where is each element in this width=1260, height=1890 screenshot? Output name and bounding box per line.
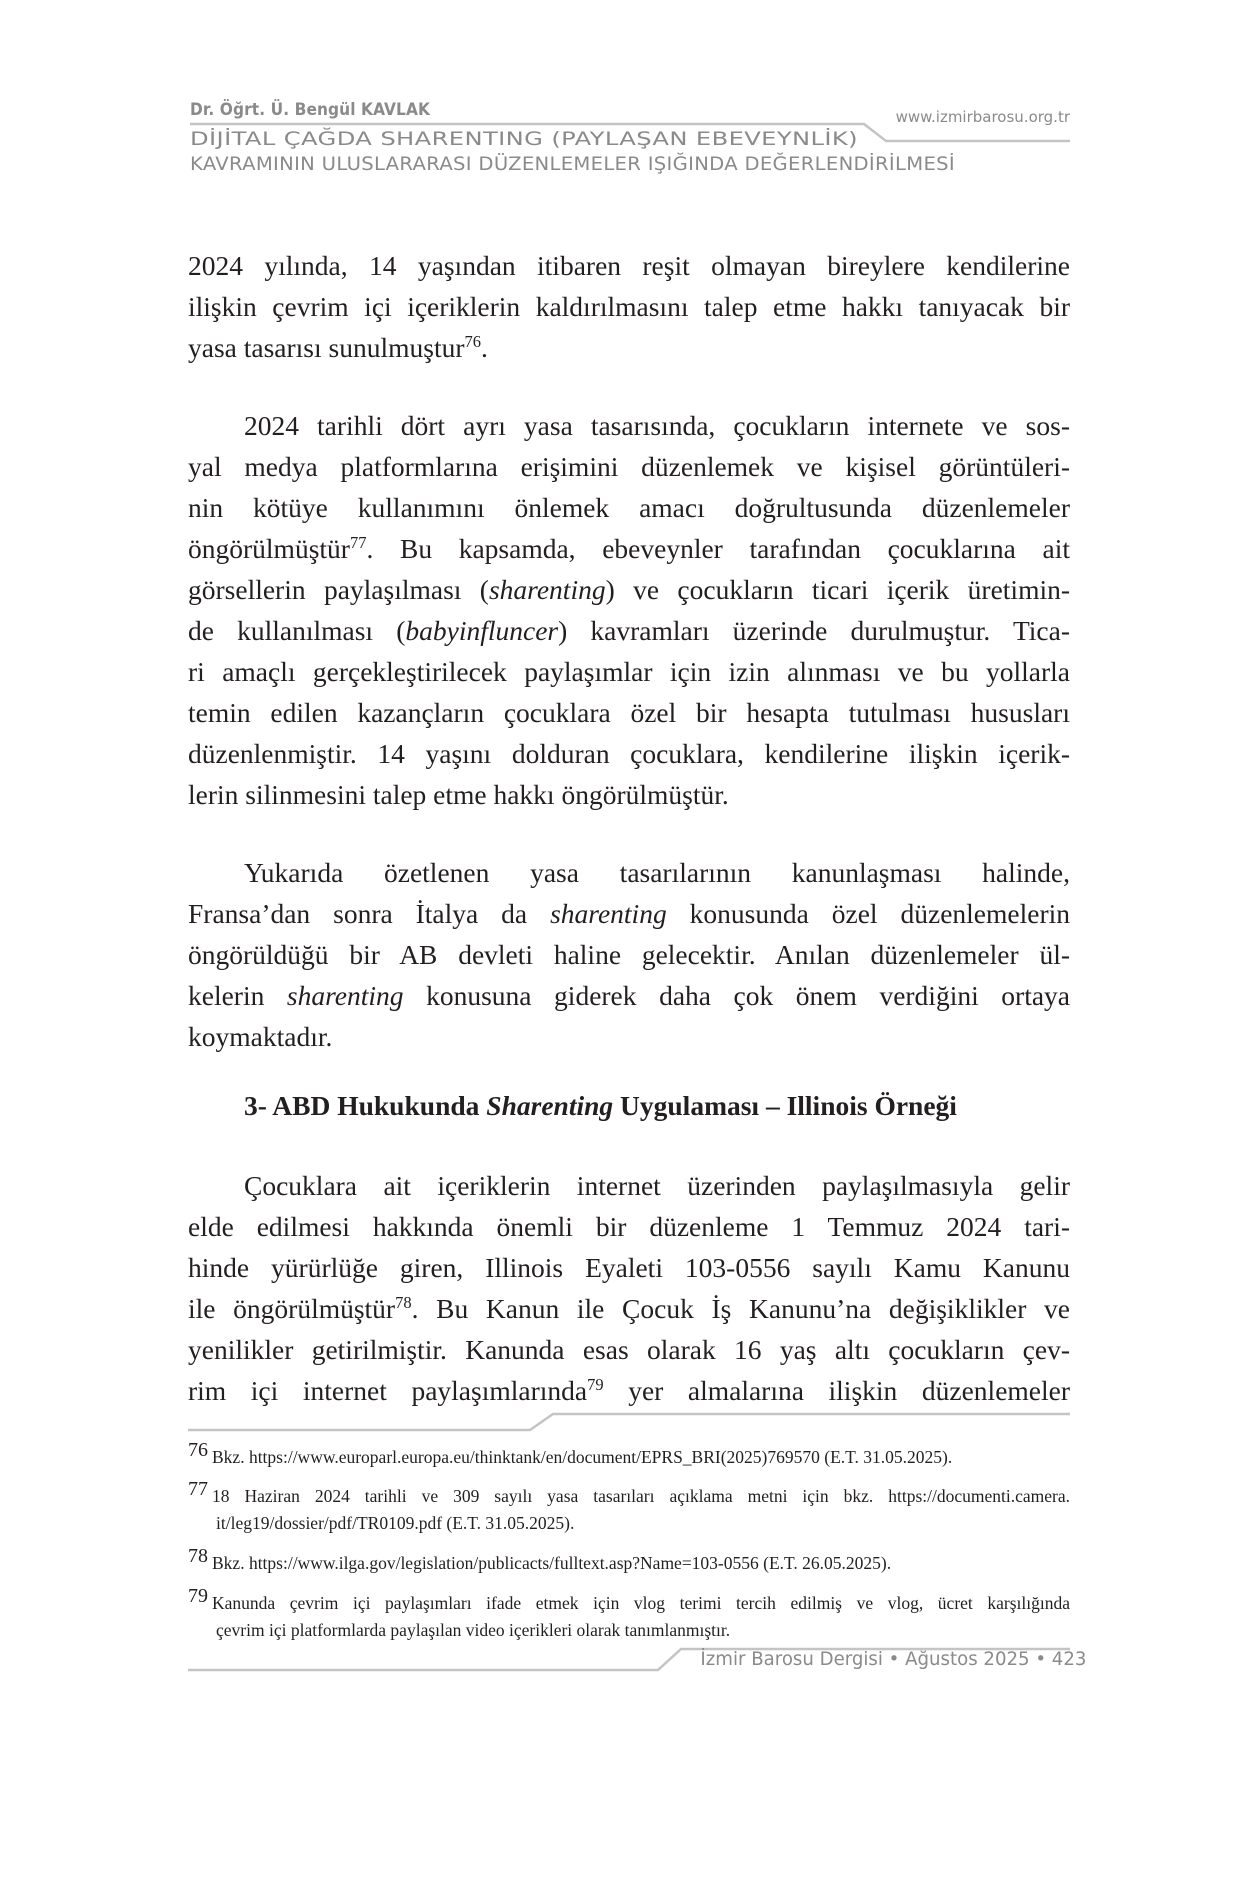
text-line <box>188 615 1070 647</box>
text-span: yasa tasarısı sunulmuştur <box>188 332 465 363</box>
text-span: rim içi internet paylaşımlarında <box>188 1375 588 1406</box>
footnote-separator-rule <box>188 1414 1070 1430</box>
text-line <box>188 898 1070 930</box>
text-line: öngörüldüğü bir AB devleti haline gelecektir. Anılan düzenlemeler ül- <box>188 939 1070 970</box>
footnote-ref-76[interactable]: 76 <box>464 331 481 351</box>
footnote-text[interactable]: 18 Haziran 2024 tarihli ve 309 sayılı yasa tasarıları açıklama metni için bkz. https://documenti.camera. <box>212 1486 1070 1506</box>
heading-text: Uygulaması – Illinois Örneği <box>613 1090 957 1121</box>
text-line <box>188 980 1070 1012</box>
text-line: elde edilmesi hakkında önemli bir düzenleme 1 Temmuz 2024 tari- <box>188 1211 1070 1242</box>
text-span: Fransa’dan sonra İtalya da <box>188 898 551 929</box>
page-footer: İzmir Barosu Dergisi • Ağustos 2025 • 423 <box>700 1648 1087 1670</box>
footnote-number: 77 <box>188 1478 208 1500</box>
text-span: görsellerin paylaşılması ( <box>188 574 489 605</box>
text-line: düzenlenmiştir. 14 yaşını dolduran çocuklara, kendilerine ilişkin içerik- <box>188 738 1070 769</box>
text-line: koymaktadır. <box>188 1021 333 1052</box>
footnote-number: 79 <box>188 1585 208 1607</box>
text-line: ilişkin çevrim içi içeriklerin kaldırılmasını talep etme hakkı tanıyacak bir <box>188 291 1070 322</box>
term-sharenting: sharenting <box>286 980 404 1011</box>
text-line <box>188 1375 1070 1407</box>
text-line: 2024 yılında, 14 yaşından itibaren reşit olmayan bireylere kendilerine <box>188 250 1070 281</box>
text-span: ) ve çocukların ticari içerik üretimin- <box>605 574 1071 605</box>
text-line: temin edilen kazançların çocuklara özel bir hesapta tutulması hususları <box>188 697 1070 728</box>
footnote-77-continued[interactable]: it/leg19/dossier/pdf/TR0109.pdf (E.T. 31.05.2025). <box>216 1513 575 1533</box>
footnote-ref-79[interactable]: 79 <box>587 1374 604 1394</box>
text-span: de kullanılması ( <box>188 615 406 646</box>
text-span: yer almalarına ilişkin düzenlemeler <box>603 1375 1070 1406</box>
text-line: ri amaçlı gerçekleştirilecek paylaşımlar için izin alınması ve bu yollarla <box>188 656 1070 687</box>
footnote-number: 76 <box>188 1439 208 1461</box>
footnote-79-continued: çevrim içi platformlarda paylaşılan video içerikleri olarak tanımlanmıştır. <box>216 1620 731 1640</box>
text-line: 2024 tarihli dört ayrı yasa tasarısında, çocukların internete ve sos- <box>244 410 1070 441</box>
text-span: . Bu Kanun ile Çocuk İş Kanunu’na değişiklikler ve <box>411 1293 1070 1324</box>
heading-term-sharenting: Sharenting <box>486 1090 614 1121</box>
footnote-ref-77[interactable]: 77 <box>349 532 367 552</box>
heading-text: 3- ABD Hukukunda <box>244 1090 487 1121</box>
footnote-78 <box>188 1545 1070 1574</box>
header-title-line-2: KAVRAMININ ULUSLARARASI DÜZENLEMELER IŞIĞINDA DEĞERLENDİRİLMESİ <box>190 153 956 175</box>
footnote-ref-78[interactable]: 78 <box>395 1292 412 1312</box>
text-line: Çocuklara ait içeriklerin internet üzerinden paylaşılmasıyla gelir <box>244 1170 1070 1201</box>
text-span: konusuna giderek daha çok önem verdiğini ortaya <box>403 980 1070 1011</box>
text-span: . <box>481 332 488 363</box>
footnote-text[interactable]: Bkz. https://www.europarl.europa.eu/thinktank/en/document/EPRS_BRI(2025)769570 (E.T. 31.05.2025). <box>212 1447 953 1467</box>
text-line: yal medya platformlarına erişimini düzenlemek ve kişisel görüntüleri- <box>188 451 1070 482</box>
text-span: ) kavramları üzerinde durulmuştur. Tica- <box>558 615 1070 646</box>
text-line <box>188 332 1070 364</box>
footnote-77 <box>188 1478 1070 1507</box>
text-line <box>188 1293 1070 1325</box>
footnote-76 <box>188 1439 1070 1468</box>
text-line <box>188 533 1070 565</box>
footnote-text[interactable]: Bkz. https://www.ilga.gov/legislation/publicacts/fulltext.asp?Name=103-0556 (E.T. 26.05.2025). <box>212 1553 892 1573</box>
footnote-number: 78 <box>188 1545 208 1567</box>
term-sharenting: sharenting <box>488 574 606 605</box>
text-span: kelerin <box>188 980 287 1011</box>
header-title-line-1: DİJİTAL ÇAĞDA SHARENTING (PAYLAŞAN EBEVEYNLİK) <box>190 128 858 150</box>
text-line: yenilikler getirilmiştir. Kanunda esas olarak 16 yaş altı çocukların çev- <box>188 1334 1070 1365</box>
text-line: Yukarıda özetlenen yasa tasarılarının kanunlaşması halinde, <box>244 857 1070 888</box>
text-line <box>188 574 1070 606</box>
text-line: nin kötüye kullanımını önlemek amacı doğrultusunda düzenlemeler <box>188 492 1070 523</box>
text-line: lerin silinmesini talep etme hakkı öngörülmüştür. <box>188 779 729 810</box>
text-span: ile öngörülmüştür <box>188 1293 396 1324</box>
header-website[interactable]: www.izmirbarosu.org.tr <box>895 108 1070 126</box>
term-babyinfluncer: babyinfluncer <box>405 615 559 646</box>
text-span: . Bu kapsamda, ebeveynler tarafından çocuklarına ait <box>366 533 1070 564</box>
header-author: Dr. Öğrt. Ü. Bengül KAVLAK <box>190 100 430 120</box>
footnote-text: Kanunda çevrim içi paylaşımları ifade etmek için vlog terimi tercih edilmiş ve vlog, ücret karşılığında <box>212 1593 1070 1613</box>
text-line: hinde yürürlüğe giren, Illinois Eyaleti 103-0556 sayılı Kamu Kanunu <box>188 1252 1070 1283</box>
footnote-79 <box>188 1585 1070 1614</box>
text-span: öngörülmüştür <box>188 533 350 564</box>
text-span: konusunda özel düzenlemelerin <box>666 898 1070 929</box>
term-sharenting: sharenting <box>550 898 667 929</box>
section-heading <box>244 1090 957 1122</box>
